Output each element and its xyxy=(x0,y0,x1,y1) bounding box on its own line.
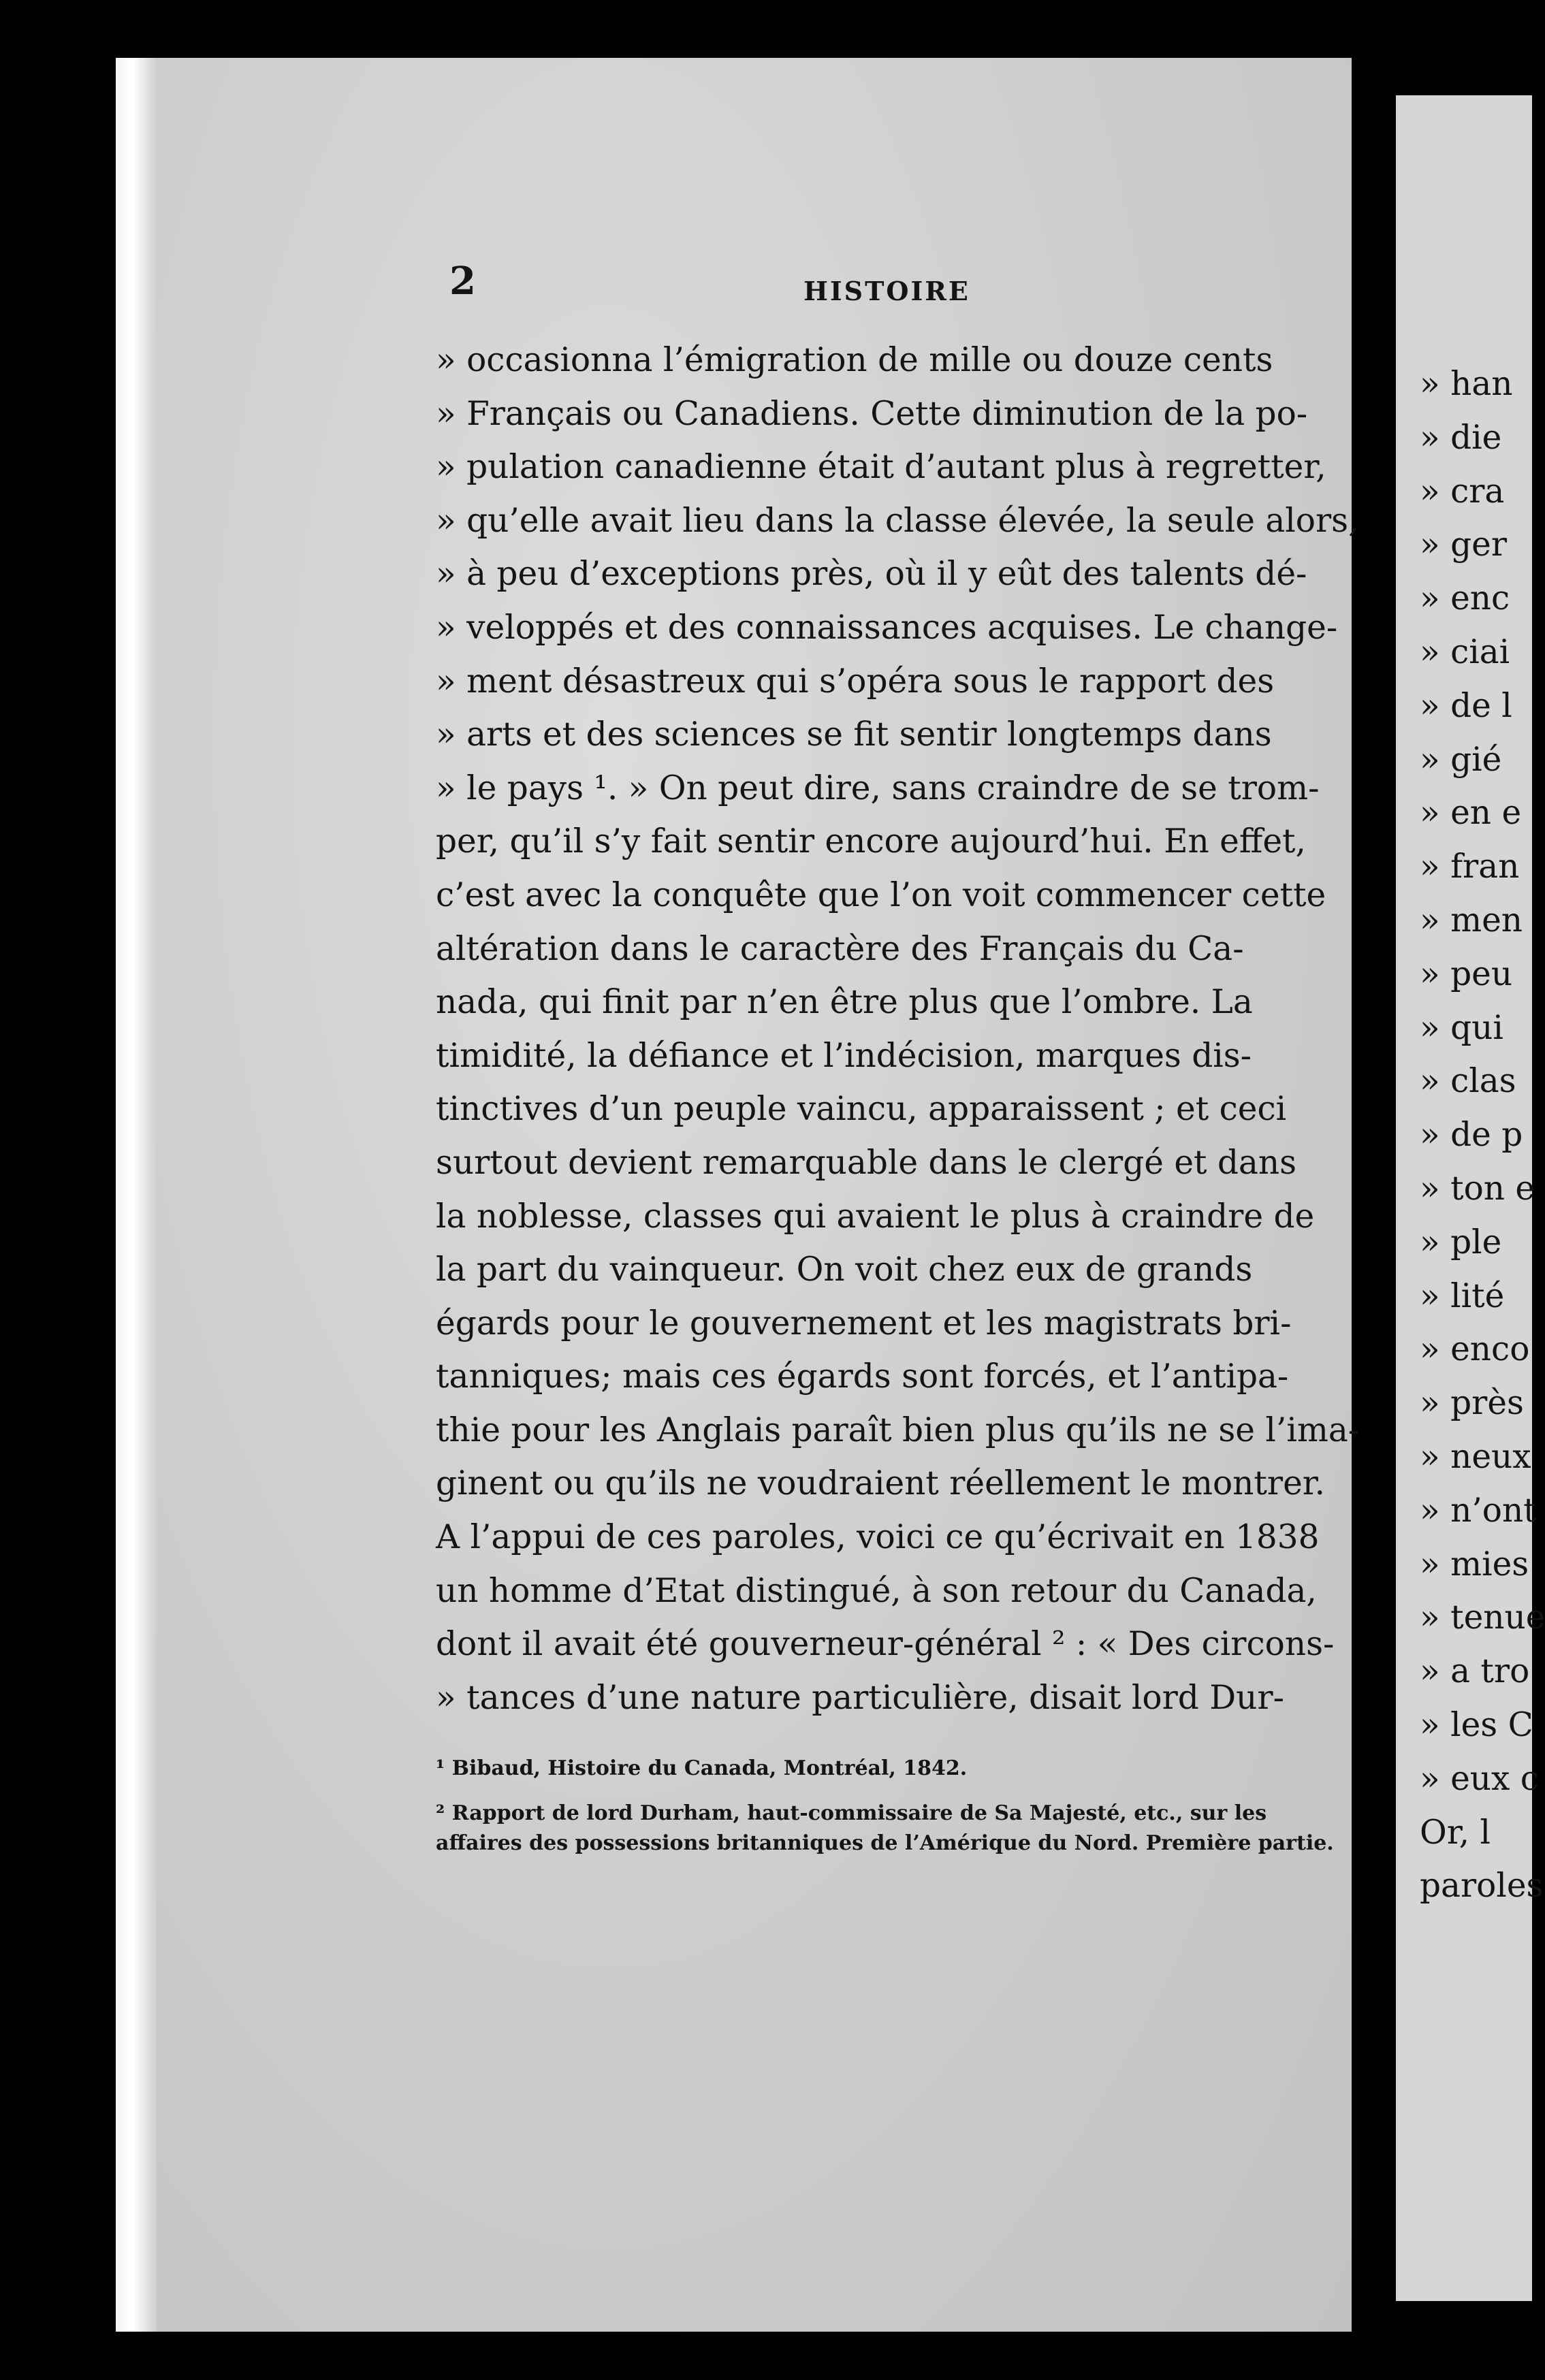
body-line: nada, qui finit par n’en être plus que l’ombre. La xyxy=(436,983,1253,1022)
body-line: tanniques; mais ces égards sont forcés, et l’antipa- xyxy=(436,1357,1289,1396)
right-page-fragment: » tenue xyxy=(1420,1598,1545,1637)
body-line: la noblesse, classes qui avaient le plus à craindre de xyxy=(436,1197,1315,1236)
right-page-fragment: » en e xyxy=(1420,794,1522,833)
right-page-fragment: » ple xyxy=(1420,1223,1502,1261)
body-line: c’est avec la conquête que l’on voit commencer cette xyxy=(436,875,1326,914)
body-line: A l’appui de ces paroles, voici ce qu’écrivait en 1838 xyxy=(436,1518,1320,1557)
page-number: 2 xyxy=(449,259,476,304)
right-page-fragment: » de p xyxy=(1420,1116,1523,1155)
body-line: égards pour le gouvernement et les magistrats bri- xyxy=(436,1304,1292,1342)
running-title: HISTOIRE xyxy=(803,276,970,306)
body-line: altération dans le caractère des Français du Ca- xyxy=(436,929,1244,968)
right-page-fragment: » de l xyxy=(1420,686,1512,725)
body-line: un homme d’Etat distingué, à son retour du Canada, xyxy=(436,1571,1317,1610)
footnote-1: ¹ Bibaud, Histoire du Canada, Montréal, 1842. xyxy=(436,1756,968,1780)
right-page-fragment: » neux xyxy=(1420,1437,1531,1476)
right-page-text xyxy=(1420,357,1545,1913)
body-line: tinctives d’un peuple vaincu, apparaissent ; et ceci xyxy=(436,1090,1287,1129)
body-line: » le pays ¹. » On peut dire, sans craindre de se trom- xyxy=(436,769,1320,807)
right-page-fragment: » enc xyxy=(1420,579,1510,618)
right-page-fragment: » fran xyxy=(1420,848,1520,886)
body-line: » veloppés et des connaissances acquises. Le change- xyxy=(436,608,1338,647)
body-line: thie pour les Anglais paraît bien plus qu’ils ne se l’ima- xyxy=(436,1411,1360,1449)
body-line: surtout devient remarquable dans le clergé et dans xyxy=(436,1143,1297,1182)
right-page-fragment: » eux c xyxy=(1420,1759,1539,1798)
right-page-fragment: » n’ont xyxy=(1420,1491,1537,1530)
right-page-fragment: » cra xyxy=(1420,472,1505,511)
right-page-fragment: » a tro xyxy=(1420,1652,1530,1691)
body-text xyxy=(436,334,1359,1724)
right-page-fragment: » près xyxy=(1420,1384,1524,1423)
body-line: » pulation canadienne était d’autant plus à regretter, xyxy=(436,448,1326,487)
right-page-fragment: paroles xyxy=(1420,1867,1544,1905)
footnote-2 xyxy=(436,1799,1334,1859)
right-page-fragment: » ger xyxy=(1420,526,1508,564)
right-page-fragment: » lité xyxy=(1420,1276,1505,1315)
body-line: » à peu d’exceptions près, où il y eût des talents dé- xyxy=(436,555,1307,594)
body-line: timidité, la défiance et l’indécision, marques dis- xyxy=(436,1036,1252,1075)
body-line: » qu’elle avait lieu dans la classe élevée, la seule alors, xyxy=(436,501,1359,540)
body-line: » tances d’une nature particulière, disait lord Dur- xyxy=(436,1678,1284,1717)
right-page-fragment: » men xyxy=(1420,901,1523,939)
right-page-fragment: » les C xyxy=(1420,1705,1533,1744)
right-page-fragment: » peu xyxy=(1420,954,1513,993)
right-page-fragment: » ton e xyxy=(1420,1169,1535,1208)
body-line: » Français ou Canadiens. Cette diminution de la po- xyxy=(436,394,1308,433)
right-page-fragment: » clas xyxy=(1420,1062,1516,1101)
footnote-2-line: ² Rapport de lord Durham, haut-commissaire de Sa Majesté, etc., sur les xyxy=(436,1801,1267,1825)
right-page-fragment: » gié xyxy=(1420,740,1502,779)
right-page-fragment: » han xyxy=(1420,365,1513,403)
right-page-fragment: » die xyxy=(1420,418,1502,457)
footnote-2-line: affaires des possessions britanniques de l’Amérique du Nord. Première partie. xyxy=(436,1831,1334,1855)
right-page-fragment: » mies xyxy=(1420,1545,1529,1583)
body-line: la part du vainqueur. On voit chez eux de grands xyxy=(436,1251,1253,1289)
right-page-fragment: Or, l xyxy=(1420,1813,1491,1852)
body-line: » ment désastreux qui s’opéra sous le rapport des xyxy=(436,662,1275,701)
body-line: ginent ou qu’ils ne voudraient réellement le montrer. xyxy=(436,1464,1326,1503)
page-edge xyxy=(116,58,157,2332)
body-line: dont il avait été gouverneur-général ² : « Des circons- xyxy=(436,1625,1335,1664)
right-page-fragment: » ciai xyxy=(1420,632,1510,671)
right-page-fragment: » enco xyxy=(1420,1330,1530,1369)
body-line: » arts et des sciences se fit sentir longtemps dans xyxy=(436,715,1272,754)
body-line: » occasionna l’émigration de mille ou douze cents xyxy=(436,341,1273,379)
body-line: per, qu’il s’y fait sentir encore aujourd’hui. En effet, xyxy=(436,822,1306,861)
right-page-fragment: » qui xyxy=(1420,1008,1503,1047)
